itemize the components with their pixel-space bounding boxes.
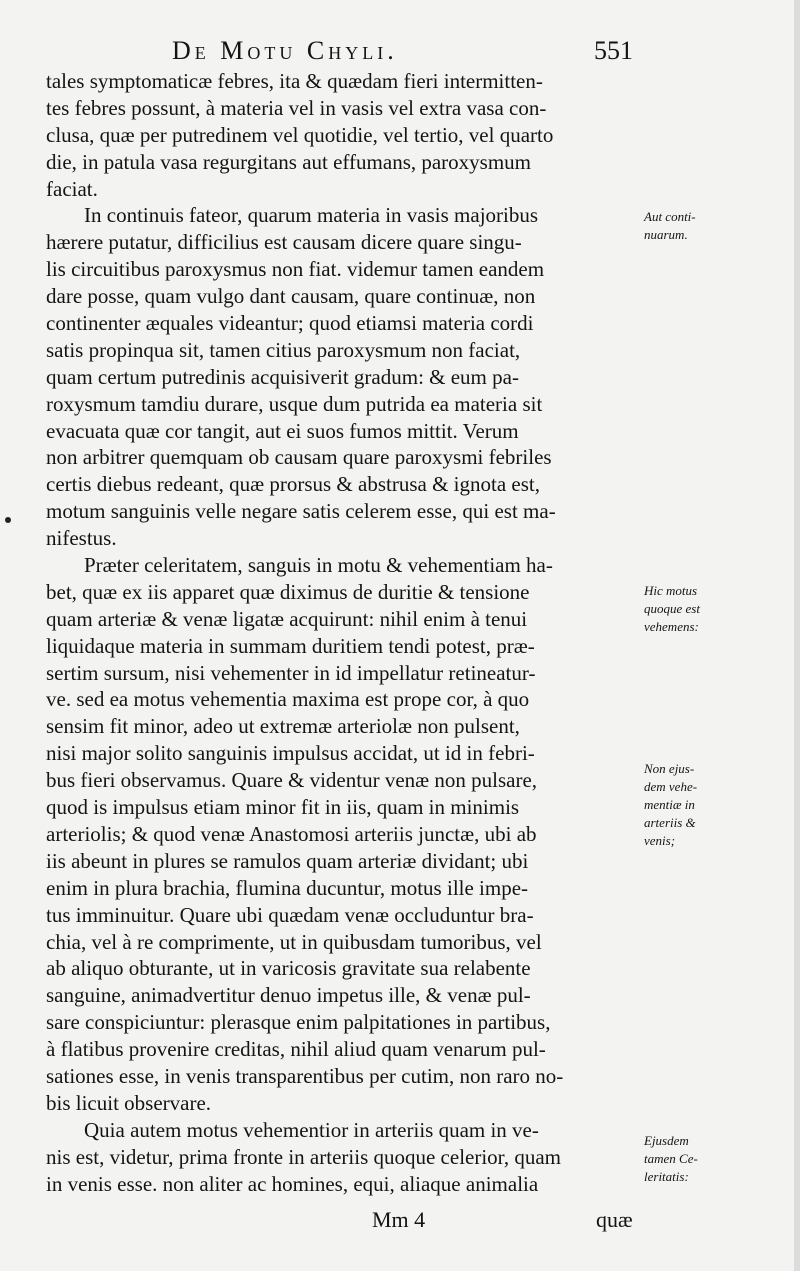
- text-line: enim in plura brachia, flumina ducuntur, motus ille impe-: [46, 875, 529, 900]
- margin-note-3: [644, 760, 794, 850]
- text-line: à flatibus provenire creditas, nihil aliud quam venarum pul-: [46, 1037, 546, 1062]
- text-line: sensim fit minor, adeo ut extremæ arteriolæ non pulsent,: [46, 714, 520, 739]
- text-line: liquidaque materia in summam duritiem tendi potest, præ-: [46, 633, 535, 658]
- margin-note-line: Hic motus: [644, 583, 698, 598]
- paragraph-3: [46, 552, 646, 1117]
- text-line: tes febres possunt, à materia vel in vasis vel extra vasa con-: [46, 95, 547, 120]
- margin-note-line: mentiæ in: [644, 797, 695, 812]
- running-head: De Motu Chyli.: [172, 36, 398, 65]
- text-line: roxysmum tamdiu durare, usque dum putrida ea materia sit: [46, 391, 543, 416]
- margin-note-line: tamen Ce-: [644, 1151, 698, 1166]
- text-line: bus fieri observamus. Quare & videntur venæ non pulsare,: [46, 768, 538, 793]
- text-line: continenter æquales videantur; quod etiamsi materia cordi: [46, 311, 534, 336]
- text-line: certis diebus redeant, quæ prorsus & abstrusa & ignota est,: [46, 472, 540, 497]
- text-line: die, in patula vasa regurgitans aut effumans, paroxysmum: [46, 149, 532, 174]
- catchword: quæ: [596, 1207, 633, 1232]
- text-line: satis propinqua sit, tamen citius paroxysmum non faciat,: [46, 337, 521, 362]
- text-line: tales symptomaticæ febres, ita & quædam fieri intermitten-: [46, 69, 543, 93]
- margin-note-line: dem vehe-: [644, 779, 698, 794]
- text-line: nifestus.: [46, 526, 117, 551]
- text-line: Præter celeritatem, sanguis in motu & vehementiam ha-: [84, 553, 553, 578]
- text-line: faciat.: [46, 176, 98, 201]
- margin-note-line: quoque est: [644, 601, 700, 616]
- text-line: dare posse, quam vulgo dant causam, quare continuæ, non: [46, 284, 536, 309]
- signature-mark: Mm 4: [372, 1207, 426, 1232]
- margin-note-line: leritatis:: [644, 1169, 689, 1184]
- text-line: bis licuit observare.: [46, 1090, 212, 1115]
- text-line: sare conspiciuntur: plerasque enim palpitationes in partibus,: [46, 1010, 551, 1035]
- margin-note-line: Aut conti-: [644, 209, 696, 224]
- page-edge-shadow: [794, 0, 800, 1271]
- paragraph-1: [46, 68, 646, 202]
- text-line: chia, vel à re comprimente, ut in quibusdam tumoribus, vel: [46, 929, 542, 954]
- margin-note-line: vehemens:: [644, 619, 699, 634]
- page-header: [0, 26, 800, 74]
- text-line: evacuata quæ cor tangit, aut ei suos fumos mittit. Verum: [46, 418, 519, 443]
- text-line: non arbitrer quemquam ob causam quare paroxysmi febriles: [46, 445, 552, 470]
- margin-note-line: venis;: [644, 833, 676, 848]
- text-line: quam arteriæ & venæ ligatæ acquirunt: nihil enim à tenui: [46, 606, 528, 631]
- text-line: In continuis fateor, quarum materia in vasis majoribus: [84, 203, 539, 228]
- margin-note-2: [644, 582, 794, 636]
- text-line: arteriolis; & quod venæ Anastomosi arteriis junctæ, ubi ab: [46, 821, 537, 846]
- margin-note-line: nuarum.: [644, 227, 688, 242]
- paragraph-2: [46, 202, 646, 552]
- margin-note-line: arteriis &: [644, 815, 696, 830]
- text-line: sationes esse, in venis transparentibus per cutim, non raro no-: [46, 1063, 564, 1088]
- text-line: Quia autem motus vehementior in arteriis quam in ve-: [84, 1117, 539, 1142]
- margin-note-line: Non ejus-: [644, 761, 695, 776]
- text-line: iis abeunt in plures se ramulos quam arteriæ dividant; ubi: [46, 848, 529, 873]
- main-text: [46, 68, 646, 1197]
- page-footer: [0, 1207, 800, 1237]
- text-line: ab aliquo obturante, ut in varicosis gravitate sua relabente: [46, 956, 531, 981]
- text-line: nisi major solito sanguinis impulsus accidat, ut id in febri-: [46, 741, 535, 766]
- text-line: quod is impulsus etiam minor fit in iis, quam in minimis: [46, 795, 520, 820]
- text-line: quam certum putredinis acquisiverit gradum: & eum pa-: [46, 364, 519, 389]
- text-line: lis circuitibus paroxysmus non fiat. videmur tamen eandem: [46, 257, 545, 282]
- text-line: sanguine, animadvertitur denuo impetus ille, & venæ pul-: [46, 983, 531, 1008]
- margin-note-1: [644, 208, 794, 244]
- text-line: nis est, videtur, prima fronte in arteriis quoque celerior, quam: [46, 1144, 561, 1169]
- text-line: motum sanguinis velle negare satis celerem esse, qui est ma-: [46, 499, 556, 524]
- page-number: 551: [594, 36, 633, 65]
- text-line: bet, quæ ex iis apparet quæ diximus de duritie & tensione: [46, 579, 530, 604]
- margin-note-4: [644, 1132, 794, 1186]
- paragraph-4: [46, 1117, 646, 1198]
- text-line: ve. sed ea motus vehementia maxima est prope cor, à quo: [46, 687, 530, 712]
- text-line: clusa, quæ per putredinem vel quotidie, vel tertio, vel quarto: [46, 122, 554, 147]
- text-line: in venis esse. non aliter ac homines, equi, aliaque animalia: [46, 1171, 539, 1196]
- text-line: hærere putatur, difficilius est causam dicere quare singu-: [46, 230, 522, 255]
- margin-note-line: Ejusdem: [644, 1133, 689, 1148]
- text-line: sertim sursum, nisi vehementer in id impellatur retineatur-: [46, 660, 536, 685]
- ink-speck: [5, 517, 11, 523]
- text-line: tus imminuitur. Quare ubi quædam venæ occluduntur bra-: [46, 902, 534, 927]
